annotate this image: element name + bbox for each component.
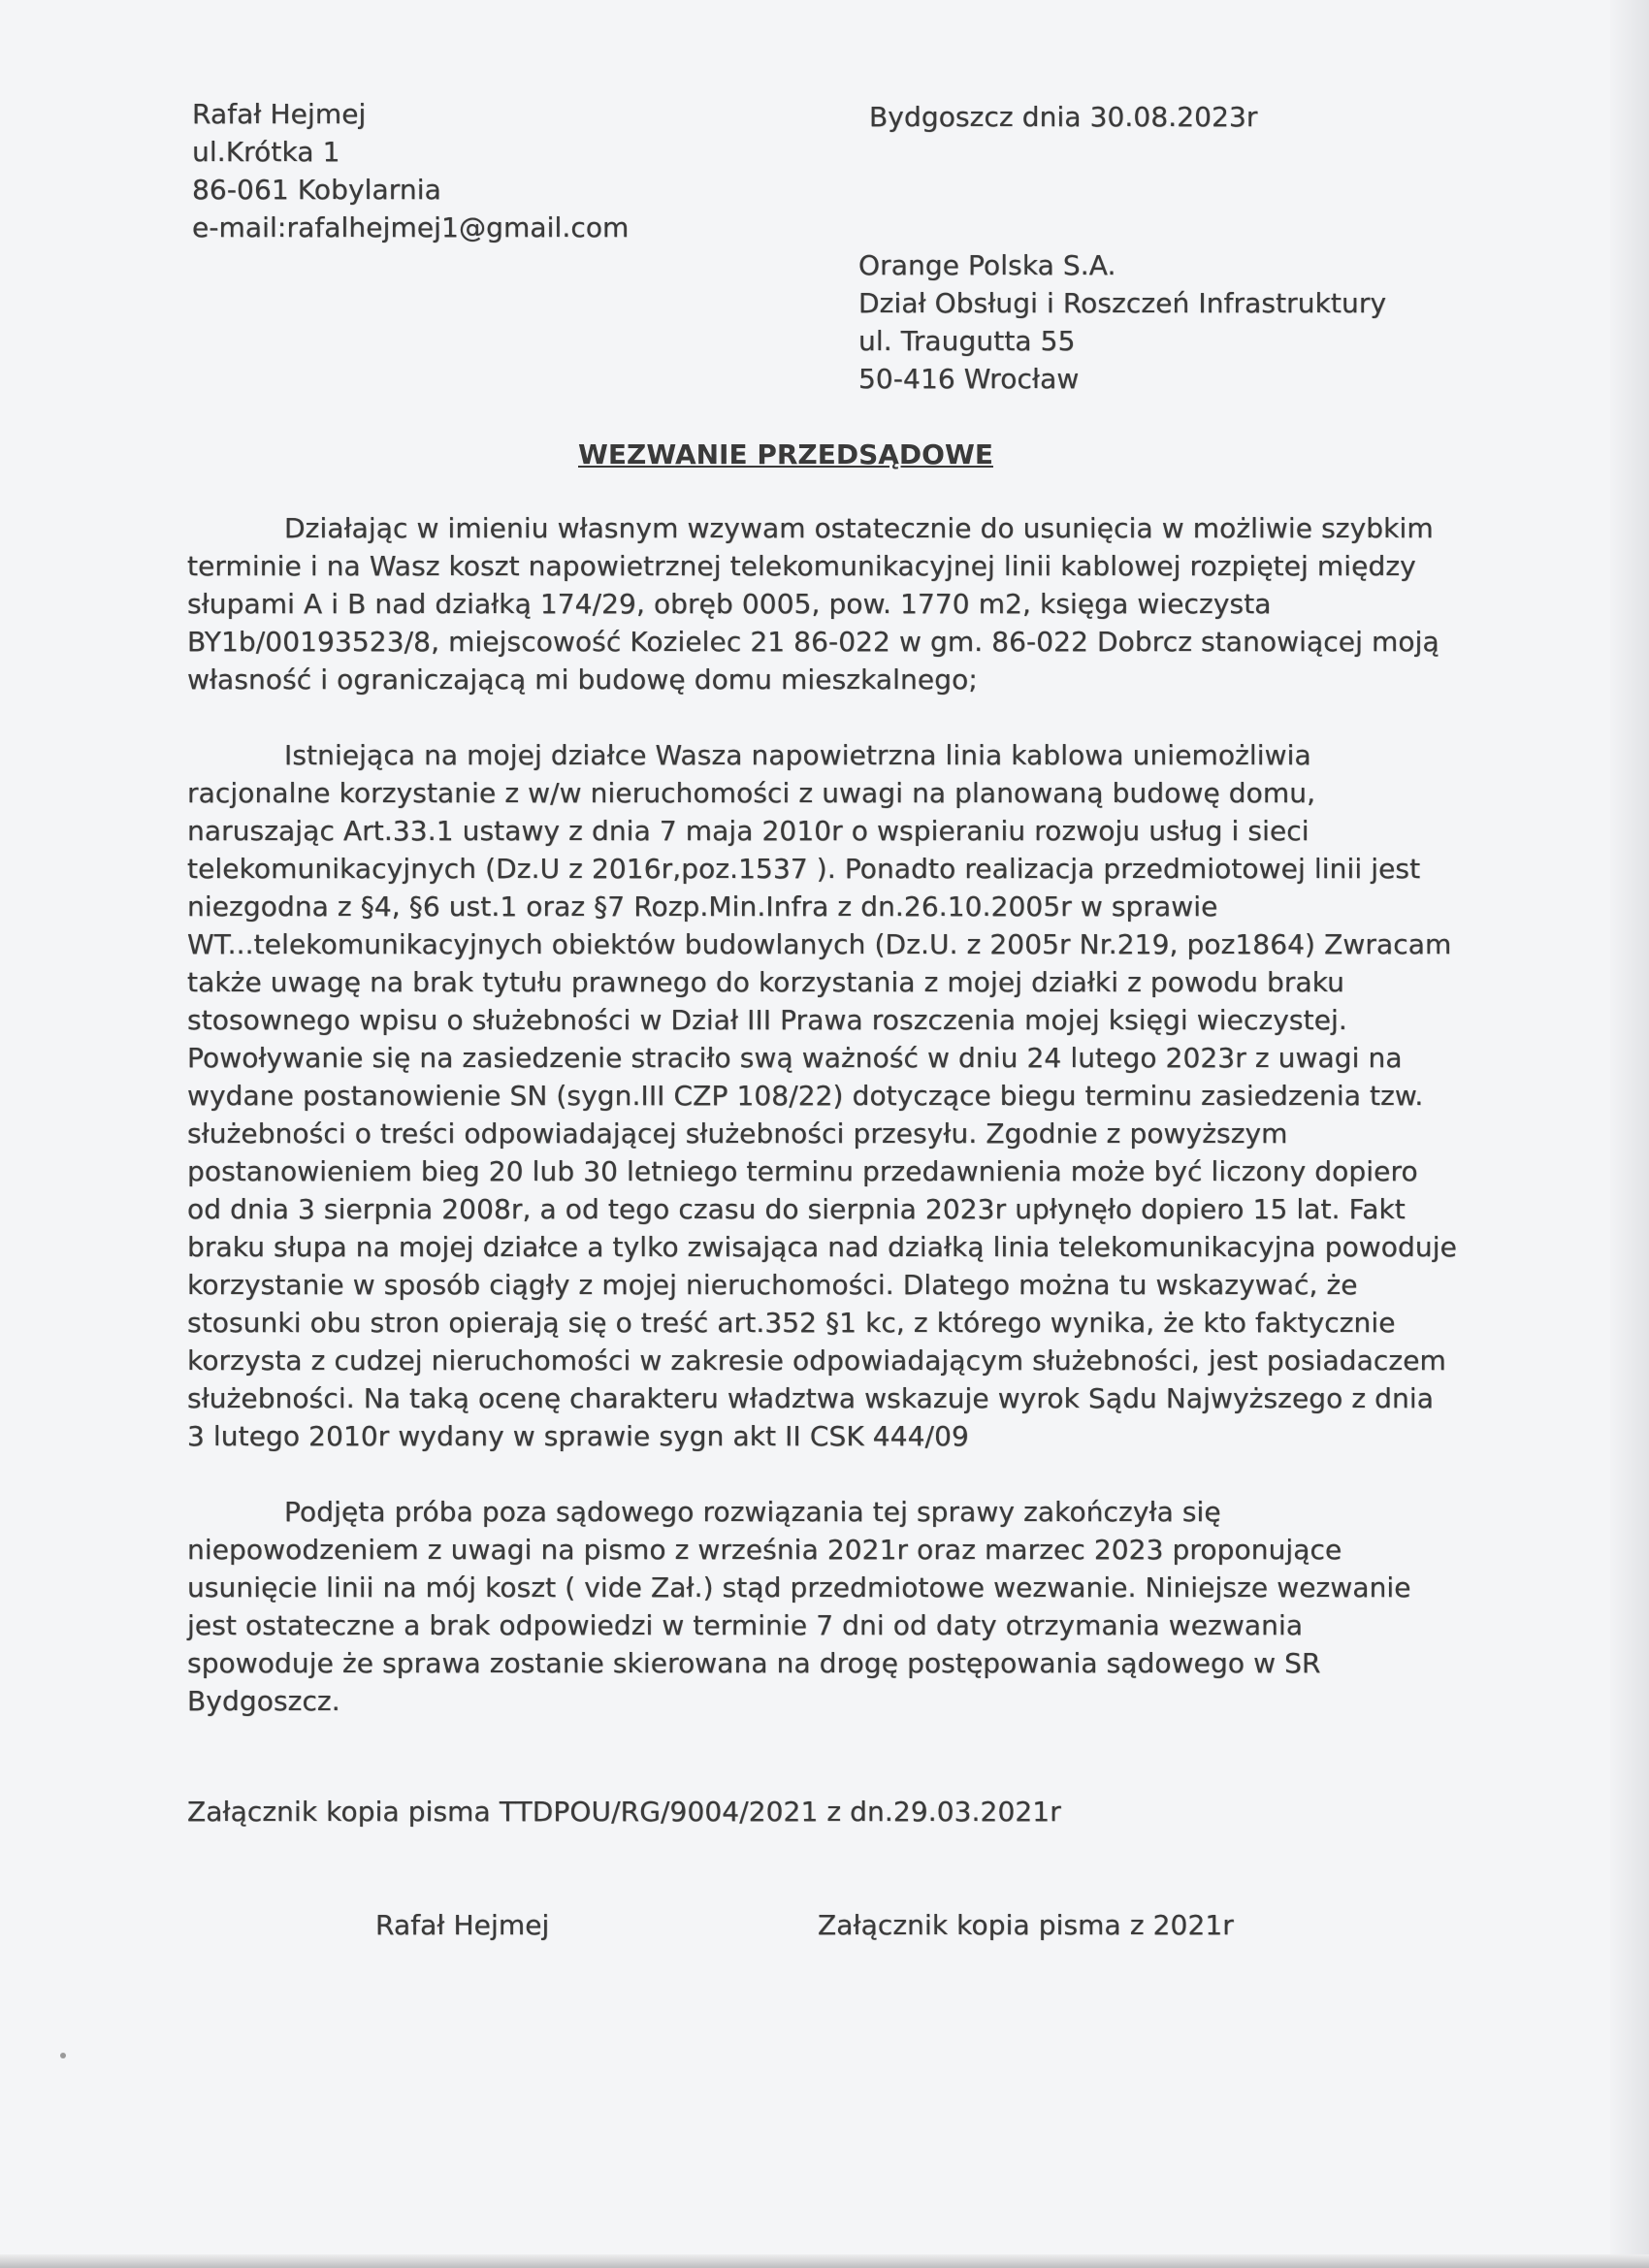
attachment-note: Załącznik kopia pisma TTDPOU/RG/9004/2021 z dn.29.03.2021r bbox=[187, 1796, 1061, 1828]
recipient-street: ul. Traugutta 55 bbox=[858, 325, 1076, 357]
letter-body bbox=[187, 509, 1458, 1758]
recipient-address-block bbox=[858, 246, 1537, 398]
body-paragraph-3: Podjęta próba poza sądowego rozwiązania tej sprawy zakończyła się niepowodzeniem z uwagi na pismo z września 2021r oraz marzec 2023 proponujące usunięcie linii na mój koszt ( vide Zał.) stąd przedmiotowe wezwanie. Niniejsze wezwanie jest ostateczne a brak odpowiedzi w terminie 7 dni od daty otrzymania wezwania spowoduje że sprawa zostanie skierowana na drogę postępowania sądowego w SR Bydgoszcz. bbox=[187, 1496, 1411, 1717]
body-paragraph-2: Istniejąca na mojej działce Wasza napowietrzna linia kablowa uniemożliwia racjonalne korzystanie z w/w nieruchomości z uwagi na planowaną budowę domu, naruszając Art.33.1 ustawy z dnia 7 maja 2010r o wspieraniu rozwoju usług i sieci telekomunikacyjnych (Dz.U z 2016r,poz.1537 ). Ponadto realizacja przedmiotowej linii jest niezgodna z §4, §6 ust.1 oraz §7 Rozp.Min.Infra z dn.26.10.2005r w sprawie WT...telekomunikacyjnych obiektów budowlanych (Dz.U. z 2005r Nr.219, poz1864) Zwracam także uwagę na brak tytułu prawnego do korzystania z mojej działki z powodu braku stosownego wpisu o służebności w Dział III Prawa roszczenia mojej księgi wieczystej. Powoływanie się na zasiedzenie straciło swą ważność w dniu 24 lutego 2023r z uwagi na wydane postanowienie SN (sygn.III CZP 108/22) dotyczące biegu terminu zasiedzenia tzw. służebności o treści odpowiadającej służebności przesyłu. Zgodnie z powyższym postanowieniem bieg 20 lub 30 letniego terminu przedawnienia może być liczony dopiero od dnia 3 sierpnia 2008r, a od tego czasu do sierpnia 2023r upłynęło dopiero 15 lat. Fakt braku słupa na mojej działce a tylko zwisająca nad działką linia telekomunikacyjna powoduje korzystanie w sposób ciągły z mojej nieruchomości. Dlatego można tu wskazywać, że stosunki obu stron opierają się o treść art.352 §1 kc, z którego wynika, że kto faktycznie korzysta z cudzej nieruchomości w zakresie odpowiadającym służebności, jest posiadaczem służebności. Na taką ocenę charakteru władztwa wskazuje wyrok Sądu Najwyższego z dnia 3 lutego 2010r wydany w sprawie sygn akt II CSK 444/09 bbox=[187, 739, 1457, 1452]
recipient-company: Orange Polska S.A. bbox=[858, 249, 1116, 281]
attachment-right-note: Załącznik kopia pisma z 2021r bbox=[818, 1909, 1234, 1941]
sender-postal-city: 86-061 Kobylarnia bbox=[192, 174, 441, 206]
date-line: Bydgoszcz dnia 30.08.2023r bbox=[869, 101, 1258, 133]
recipient-department: Dział Obsługi i Roszczeń Infrastruktury bbox=[858, 287, 1387, 319]
scan-edge-right bbox=[1610, 0, 1649, 2268]
scan-speck bbox=[60, 2053, 66, 2058]
recipient-postal-city: 50-416 Wrocław bbox=[858, 363, 1080, 395]
sender-name: Rafał Hejmej bbox=[192, 98, 367, 130]
sender-email: e-mail:rafalhejmej1@gmail.com bbox=[192, 211, 630, 243]
body-paragraph-1: Działając w imieniu własnym wzywam ostatecznie do usunięcia w możliwie szybkim terminie i na Wasz koszt napowietrznej telekomunikacyjnej linii kablowej rozpiętej między słupami A i B nad działką 174/29, obręb 0005, pow. 1770 m2, księga wieczysta BY1b/00193523/8, miejscowość Kozielec 21 86-022 w gm. 86-022 Dobrcz stanowiącej moją własność i ograniczającą mi budowę domu mieszkalnego; bbox=[187, 512, 1439, 696]
document-title: WEZWANIE PRZEDSĄDOWE bbox=[578, 438, 993, 470]
scan-edge-bottom bbox=[0, 2254, 1649, 2268]
signature: Rafał Hejmej bbox=[375, 1909, 550, 1941]
sender-street: ul.Krótka 1 bbox=[192, 136, 340, 168]
sender-address-block bbox=[192, 95, 813, 246]
